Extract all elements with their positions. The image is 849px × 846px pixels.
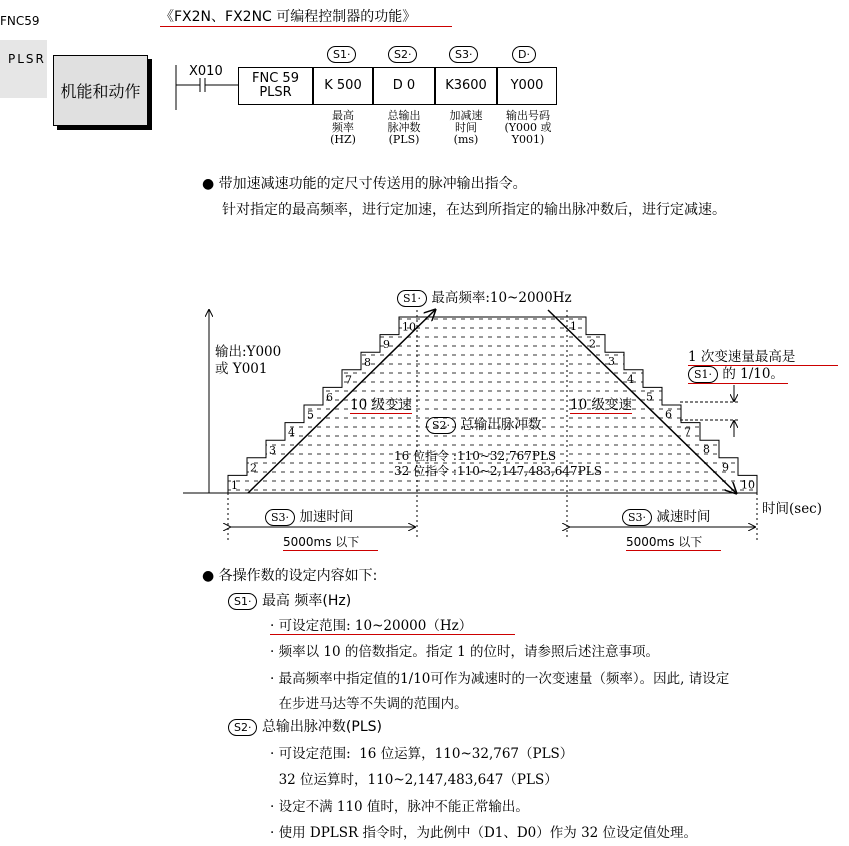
x-axis-label: 时间(sec) [762, 501, 823, 517]
accel-step-label: 7 [345, 373, 352, 387]
accel-step-label: 8 [364, 355, 371, 369]
s2-heading-tag: S2· [228, 719, 257, 736]
step-note-line1: 1 次变速量最高是 [688, 345, 838, 366]
s2-item: · 设定不满 110 值时，脉冲不能正常输出。 [270, 799, 529, 815]
bit32-range: 32 位指令 :110~2,147,483,647PLS [394, 464, 602, 478]
decel-step-label: 4 [627, 372, 634, 386]
decel-step-label: 3 [608, 355, 615, 369]
decel-step-label: 10 [741, 478, 755, 492]
d-cell: Y000 [497, 67, 557, 105]
decel-time-text: 减速时间 [656, 509, 711, 525]
accel-limit: 5000ms 以下 [283, 533, 378, 551]
intro-bullet-text: 带加速减速功能的定尺寸传送用的脉冲输出指令。 [218, 176, 527, 192]
accel-step-label: 10 [402, 320, 416, 334]
accel-stage-label: 10 级变速 [350, 393, 412, 414]
s1-cell: K 500 [313, 67, 373, 105]
s1-heading-tag: S1· [228, 593, 257, 610]
accel-step-label: 3 [269, 443, 276, 457]
mnemonic: PLSR [8, 52, 46, 66]
s2-item: · 使用 DPLSR 指令时，为此例中（D1、D0）作为 32 位设定值处理。 [270, 825, 698, 841]
s2-item: 32 位运算时，110~2,147,483,647（PLS） [270, 772, 558, 788]
bit16-range: 16 位指令 :110~32,767PLS [394, 449, 557, 463]
s1-heading [228, 590, 351, 610]
s2-heading-text: 总输出脉冲数(PLS) [261, 719, 382, 735]
decel-limit: 5000ms 以下 [626, 533, 721, 551]
max-freq-text: 最高频率:10~2000Hz [431, 290, 572, 306]
s2-heading [228, 716, 382, 736]
label-total-pulses: 总输出 脉冲数 (PLS) [387, 109, 421, 146]
function-code: FNC59 [0, 14, 40, 28]
accel-time-text: 加速时间 [299, 509, 354, 525]
step-note-line2 [688, 362, 788, 384]
step-note-text: 的 1/10。 [722, 366, 784, 382]
s1-item: 在步进马达等不失调的范围内。 [270, 696, 468, 712]
s3-tag-decel: S3· [622, 509, 652, 526]
s1-item: · 频率以 10 的倍数指定。指定 1 的位时，请参照后述注意事项。 [270, 644, 660, 660]
decel-step-label: 1 [570, 320, 577, 333]
operand-d: D· [512, 46, 536, 63]
s3-tag-accel: S3· [265, 509, 295, 526]
s1-tag: S1· [397, 290, 427, 307]
s1-item: · 可设定范围: 10~20000（Hz） [270, 614, 515, 635]
s3-cell: K3600 [435, 67, 497, 105]
accel-step-label: 1 [231, 479, 238, 492]
instruction-cell: FNC 59 PLSR [238, 67, 313, 105]
y-axis-label: 输出:Y000 或 Y001 [215, 344, 282, 377]
accel-step-label: 5 [307, 408, 314, 422]
decel-step-label: 9 [722, 460, 729, 474]
operand-s2: S2· [388, 46, 417, 63]
decel-step-label: 2 [589, 337, 596, 351]
intro-text: 针对指定的最高频率，进行定加速，在达到所指定的输出脉冲数后，进行定减速。 [222, 202, 726, 218]
total-pulses-label [426, 413, 541, 434]
accel-step-label: 9 [383, 338, 390, 352]
operands-bullet: ● 各操作数的设定内容如下: [202, 568, 378, 584]
accel-step-label: 2 [250, 461, 257, 475]
decel-time-label [622, 505, 710, 526]
decel-step-label: 5 [646, 390, 653, 404]
section-box: 机能和动作 [53, 55, 148, 126]
total-pulses-text: 总输出脉冲数 [460, 417, 542, 433]
accel-step-label: 6 [326, 391, 333, 404]
operands-bullet-text: 各操作数的设定内容如下: [218, 568, 378, 584]
label-accel-time: 加减速 时间 (ms) [449, 109, 483, 146]
accel-step-label: 4 [288, 426, 295, 440]
max-freq-label [397, 286, 572, 307]
s2-tag: S2· [426, 417, 456, 434]
label-output: 输出号码 (Y000 或 Y001) [504, 109, 552, 146]
decel-step-label: 8 [703, 443, 710, 457]
s1-heading-text: 最高 频率(Hz) [261, 593, 352, 609]
page-title: 《FX2N、FX2NC 可编程控制器的功能》 [160, 6, 452, 27]
s2-cell: D 0 [373, 67, 435, 105]
operand-s1: S1· [327, 46, 356, 63]
note-s1-tag: S1· [688, 366, 718, 383]
contact-label: X010 [189, 64, 223, 79]
s1-item: · 最高频率中指定值的1/10可作为减速时的一次变速量（频率）。因此, 请设定 [270, 671, 730, 687]
s2-item: · 可设定范围: 16 位运算，110~32,767（PLS） [270, 746, 574, 762]
accel-time-label [265, 505, 353, 526]
decel-step-label: 7 [684, 425, 691, 439]
decel-step-label: 6 [665, 408, 672, 421]
intro-bullet: ● 带加速减速功能的定尺寸传送用的脉冲输出指令。 [202, 176, 527, 192]
operand-s3: S3· [449, 46, 478, 63]
decel-stage-label: 10 级变速 [570, 393, 632, 414]
label-max-freq: 最高 频率 (HZ) [330, 109, 356, 146]
